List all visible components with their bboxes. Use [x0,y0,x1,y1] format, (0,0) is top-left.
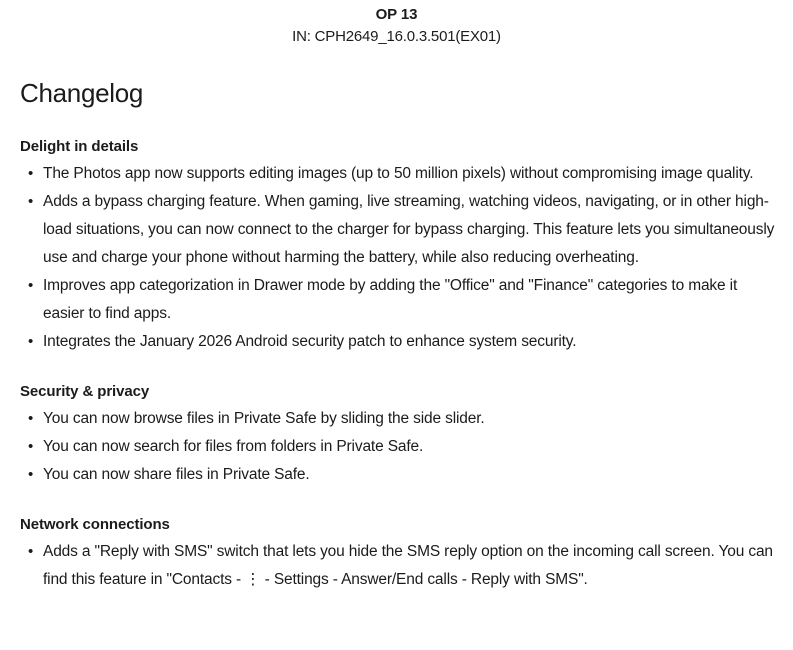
section-heading: Delight in details [20,138,139,155]
list-item: • Adds a bypass charging feature. When gaming, live streaming, watching videos, navigating, or in other high-load situations, you can now connect to the charger for bypass charging. This feature lets you simultaneously use and charge your phone without harming the battery, while also reducing overheating. [20,188,775,272]
section-bullet-list [20,538,775,594]
section-heading: Network connections [20,516,170,533]
list-item: • The Photos app now supports editing images (up to 50 million pixels) without compromising image quality. [20,160,775,188]
changelog-sections [18,137,775,594]
changelog-section [18,137,775,356]
document-build-version: IN: CPH2649_16.0.3.501(EX01) [292,28,501,45]
list-item: • You can now share files in Private Safe. [20,461,775,489]
list-item: • You can now search for files from folders in Private Safe. [20,433,775,461]
list-item: • Improves app categorization in Drawer mode by adding the "Office" and "Finance" categories to make it easier to find apps. [20,272,775,328]
changelog-section [18,382,775,489]
document-header [18,0,775,48]
list-item: • Adds a "Reply with SMS" switch that lets you hide the SMS reply option on the incoming call screen. You can find this feature in "Contacts - ⋮ - Settings - Answer/End calls - Reply with SMS". [20,538,775,594]
section-bullet-list [20,160,775,356]
document-title: OP 13 [375,6,418,23]
changelog-heading: Changelog [20,78,144,108]
section-heading: Security & privacy [20,383,150,400]
changelog-section [18,515,775,594]
list-item: • You can now browse files in Private Safe by sliding the side slider. [20,405,775,433]
section-bullet-list [20,405,775,489]
list-item: • Integrates the January 2026 Android security patch to enhance system security. [20,328,775,356]
